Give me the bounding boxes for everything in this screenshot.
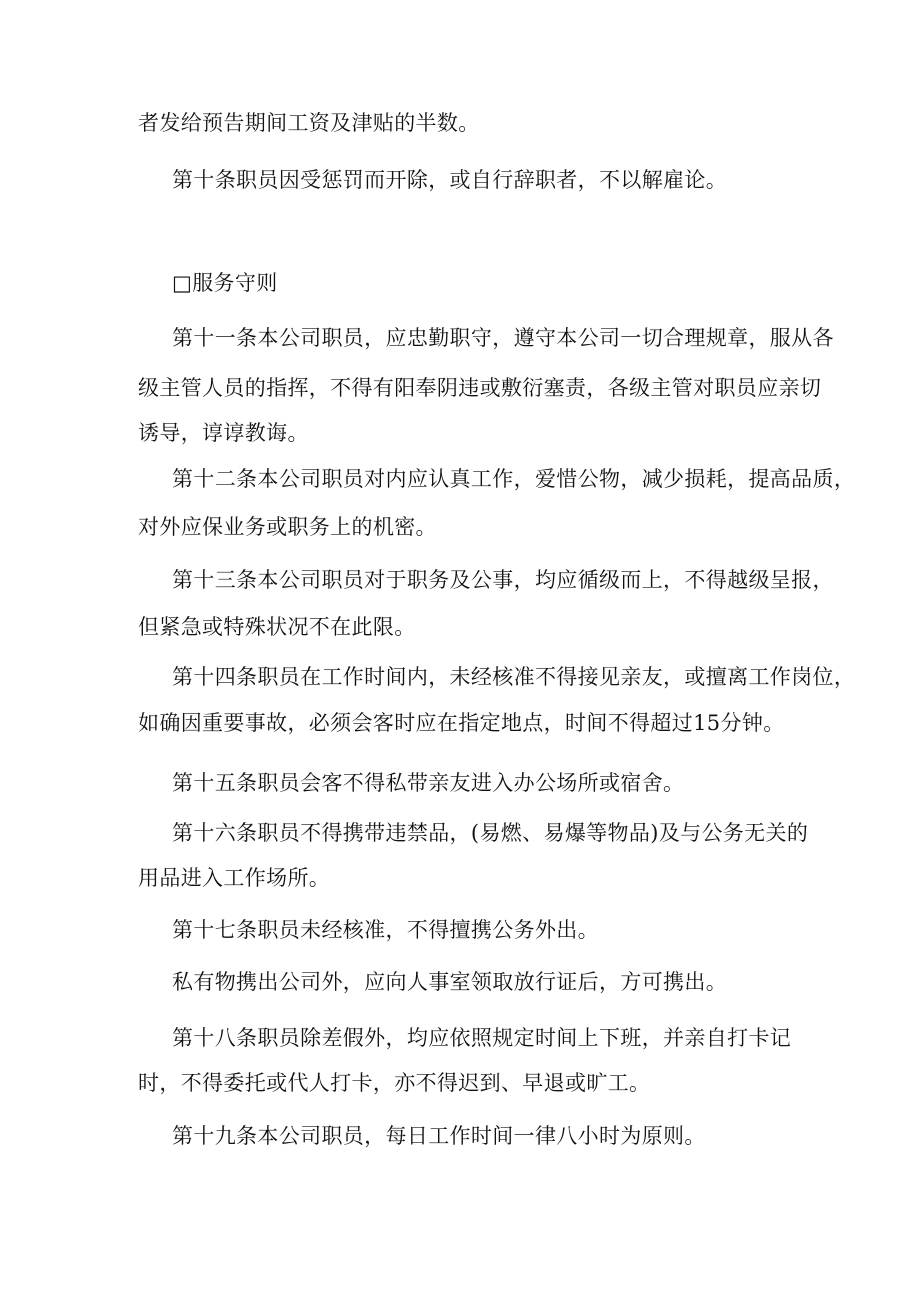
article-14-line-2: 如确因重要事故，必须会客时应在指定地点，时间不得超过15分钟。 bbox=[138, 711, 785, 735]
article-16-line-2: 用品进入工作场所。 bbox=[138, 866, 331, 890]
article-15: 第十五条职员会客不得私带亲友进入办公场所或宿舍。 bbox=[172, 771, 685, 795]
text-line: 者发给预告期间工资及津贴的半数。 bbox=[138, 111, 480, 135]
article-13-line-1: 第十三条本公司职员对于职务及公事，均应循级而上，不得越级呈报， bbox=[172, 568, 834, 592]
article-13-line-2: 但紧急或特殊状况不在此限。 bbox=[138, 615, 416, 639]
article-14-line-1: 第十四条职员在工作时间内，未经核准不得接见亲友，或擅离工作岗位， bbox=[172, 665, 856, 689]
article-19: 第十九条本公司职员，每日工作时间一律八小时为原则。 bbox=[172, 1124, 706, 1148]
article-11-line-3: 诱导，谆谆教诲。 bbox=[138, 421, 309, 445]
article-17: 第十七条职员未经核准，不得擅携公务外出。 bbox=[172, 918, 599, 942]
article-10: 第十条职员因受惩罚而开除，或自行辞职者，不以解雇论。 bbox=[172, 168, 728, 192]
article-16-line-1: 第十六条职员不得携带违禁品，(易燃、易爆等物品)及与公务无关的 bbox=[172, 821, 809, 845]
article-18-line-2: 时，不得委托或代人打卡，亦不得迟到、早退或旷工。 bbox=[138, 1071, 651, 1095]
article-11-line-2: 级主管人员的指挥，不得有阳奉阴违或敷衍塞责，各级主管对职员应亲切 bbox=[138, 376, 822, 400]
article-17-continued: 私有物携出公司外，应向人事室领取放行证后，方可携出。 bbox=[172, 970, 728, 994]
article-12-line-2: 对外应保业务或职务上的机密。 bbox=[138, 515, 437, 539]
section-heading-service-rules: □服务守则 bbox=[172, 271, 278, 295]
article-12-line-1: 第十二条本公司职员对内应认真工作，爱惜公物，减少损耗，提高品质， bbox=[172, 467, 856, 491]
article-11-line-1: 第十一条本公司职员，应忠勤职守，遵守本公司一切合理规章，服从各 bbox=[172, 326, 834, 350]
article-18-line-1: 第十八条职员除差假外，均应依照规定时间上下班，并亲自打卡记 bbox=[172, 1026, 792, 1050]
